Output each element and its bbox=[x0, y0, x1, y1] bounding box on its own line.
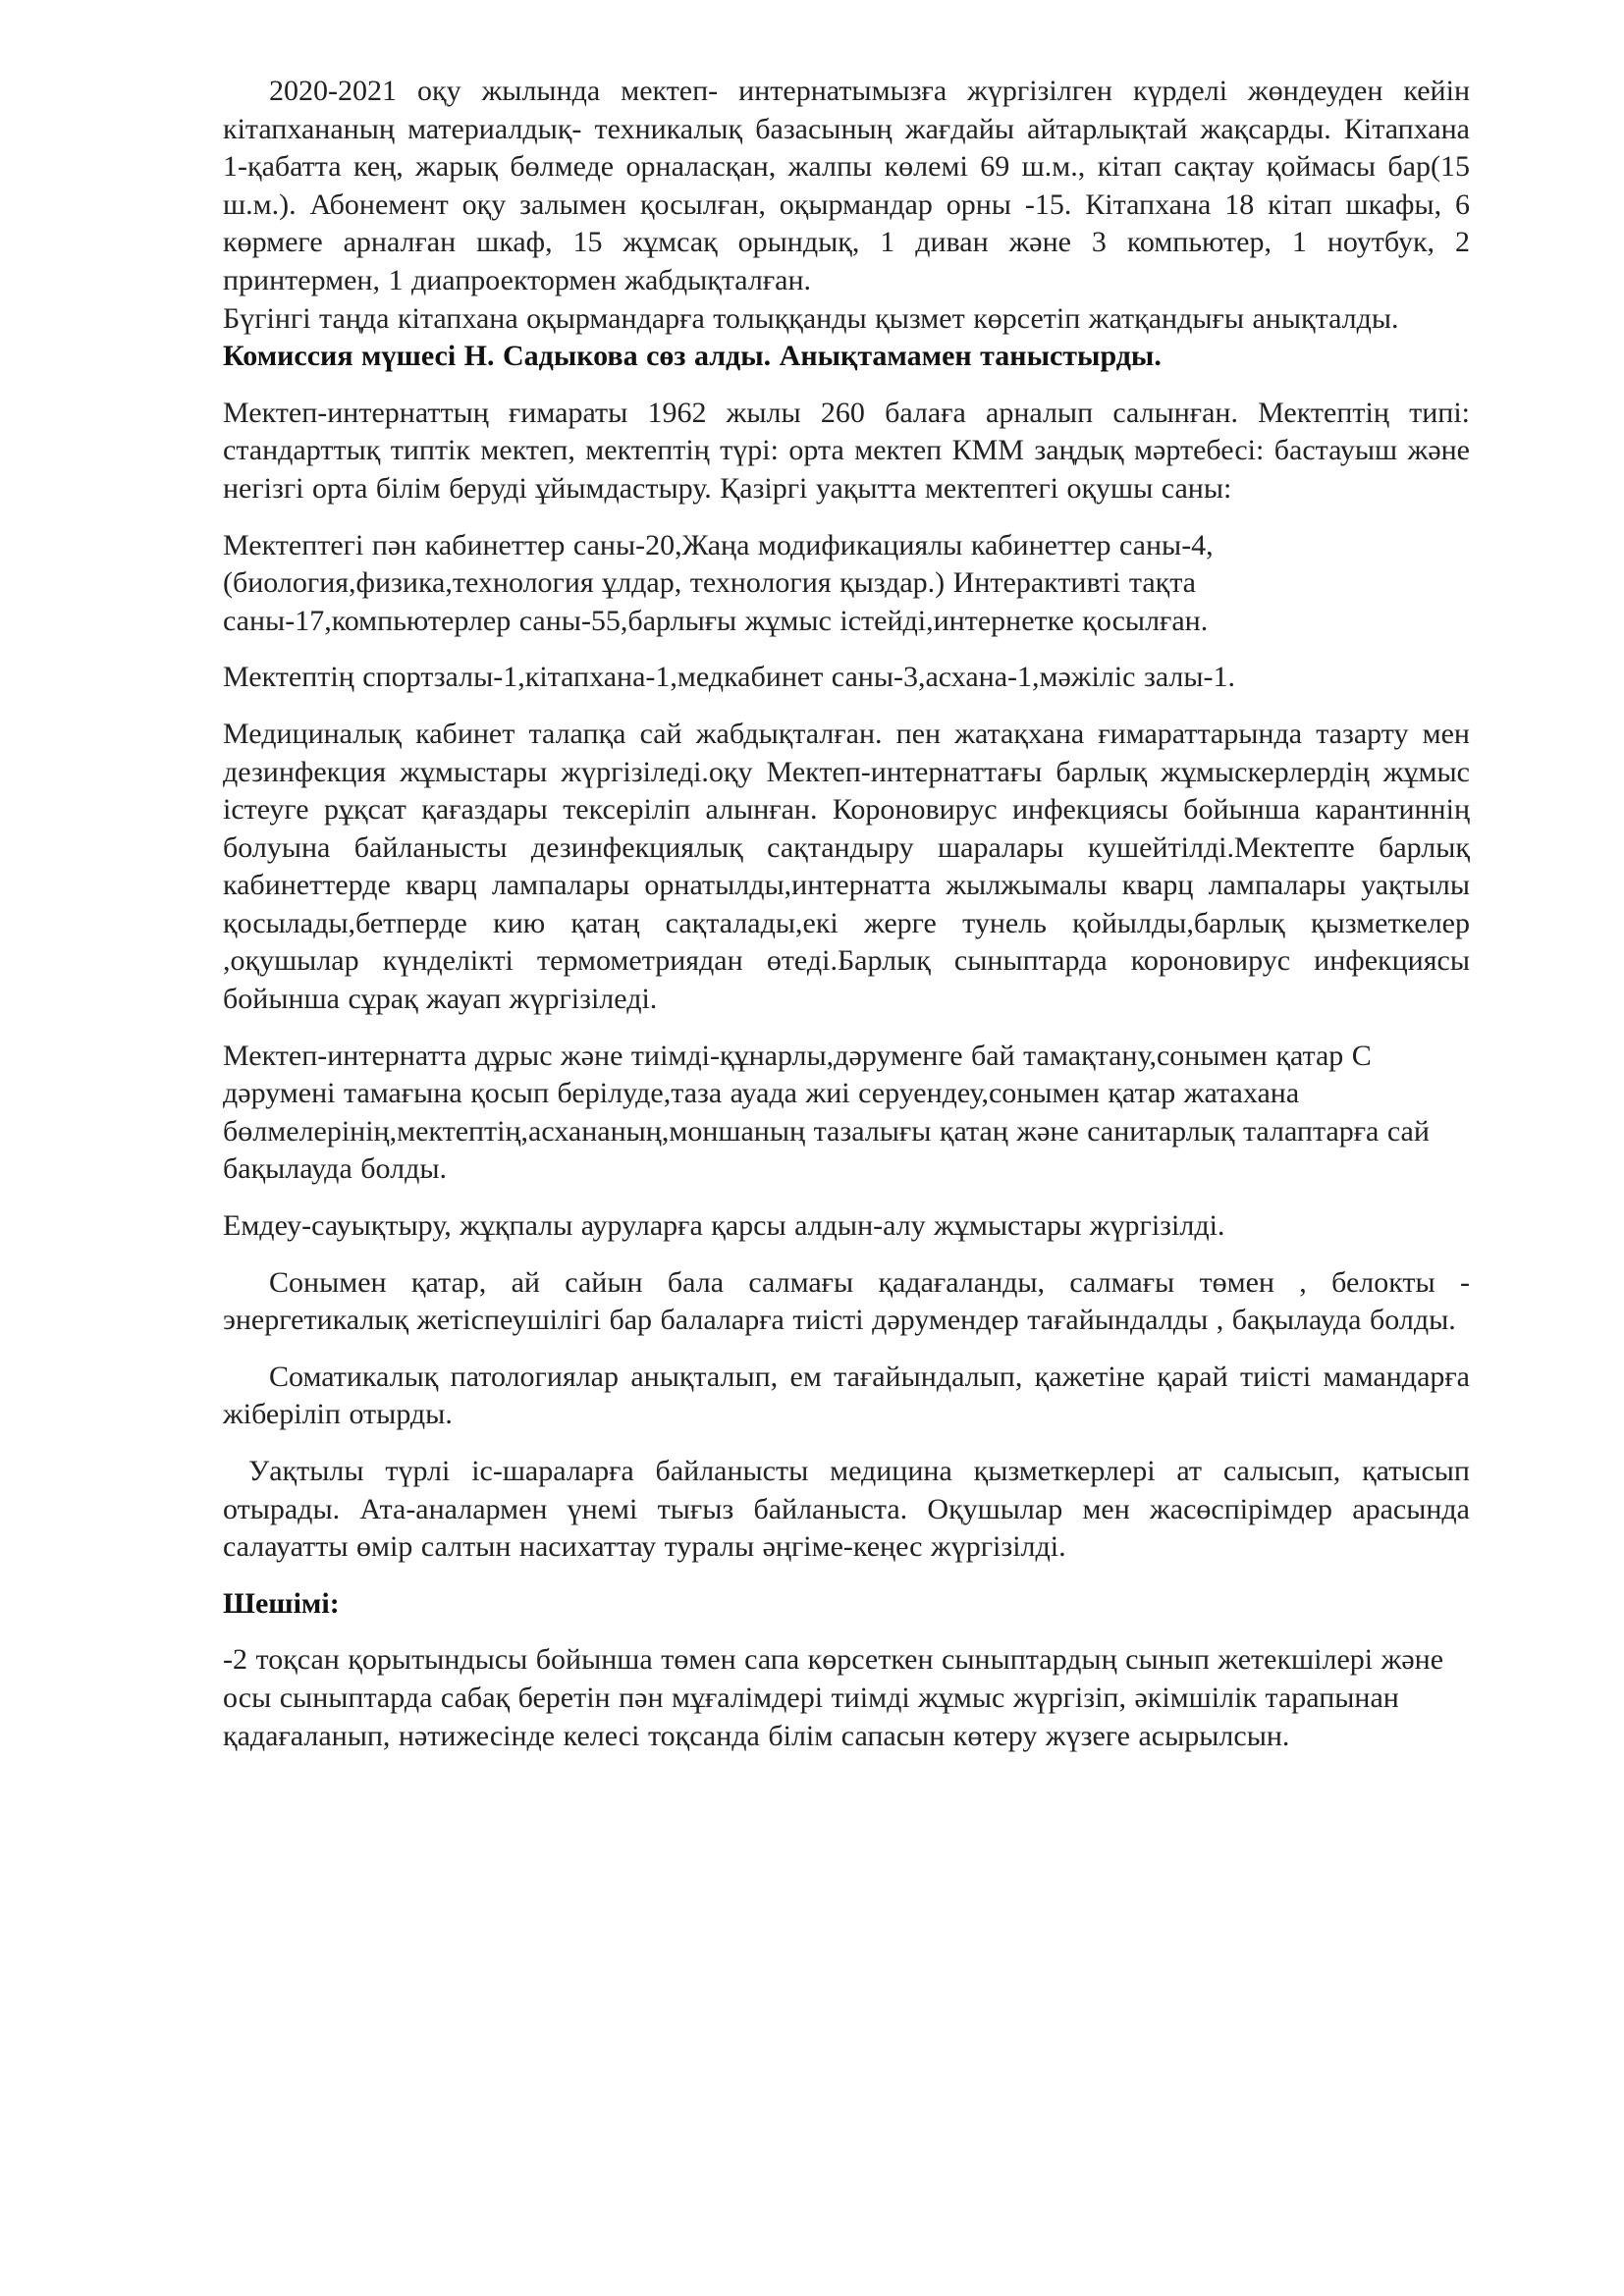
document-body bbox=[223, 73, 1470, 1755]
library-service-paragraph: Бүгінгі таңда кітапхана оқырмандарға толыққанды қызмет көрсетіп жатқандығы анықталды. bbox=[223, 301, 1399, 335]
nutrition-paragraph: Мектеп-интернатта дұрыс және тиімді-құнарлы,дәруменге бай тамақтану,сонымен қатар С дәрумені тамағына қосып берілуде,таза ауада жиі серуендеу,сонымен қатар жатахана бөлмелерінің,мектептің,асхананың,моншаның тазалығы қатаң және санитарлық талаптарға сай бақылауда болды. bbox=[223, 1039, 1430, 1186]
school-building-paragraph: Мектеп-интернаттың ғимараты 1962 жылы 260 балаға арналып салынған. Мектептің типі: стандарттық типтік мектеп, мектептің түрі: орта мектеп КММ заңдық мәртебесі: бастауыш және негізгі орта білім беруді ұйымдастыру. Қазіргі уақытта мектептегі оқушы саны: bbox=[223, 396, 1470, 505]
somatic-pathology-paragraph: Соматикалық патологиялар анықталып, ем тағайындалып, қажетіне қарай тиісті мамандарға жіберіліп отырды. bbox=[223, 1360, 1470, 1431]
decision-heading: Шешімі: bbox=[223, 1586, 340, 1620]
commission-member-heading: Комиссия мүшесі Н. Садыкова сөз алды. Анықтамамен таныстырды. bbox=[223, 340, 1162, 373]
weight-monitoring-paragraph: Сонымен қатар, ай сайын бала салмағы қадағаланды, салмағы төмен , белокты - энергетикалық жетіспеушілігі бар балаларға тиісті дәрумендер тағайындалды , бақылауда болды. bbox=[223, 1265, 1470, 1337]
library-renovation-paragraph: 2020-2021 оқу жылында мектеп- интернатымызға жүргізілген күрделі жөндеуден кейін кітапхананың материалдық- техникалық базасының жағдайы айтарлықтай жақсарды. Кітапхана 1-қабатта кең, жарық бөлмеде орналасқан, жалпы көлемі 69 ш.м., кітап сақтау қоймасы бар(15 ш.м.). Абонемент оқу залымен қосылған, оқырмандар орны -15. Кітапхана 18 кітап шкафы, 6 көрмеге арналған шкаф, 15 жұмсақ орындық, 1 диван және 3 компьютер, 1 ноутбук, 2 принтермен, 1 диапроектормен жабдықталған. bbox=[223, 75, 1470, 296]
classrooms-count-paragraph: Мектептегі пән кабинеттер саны-20,Жаңа модификациялы кабинеттер саны-4,(биология,физика,технология ұлдар, технология қыздар.) Интерактивті тақта саны-17,компьютерлер саны-55,барлығы жұмыс істейді,интернетке қосылған. bbox=[223, 528, 1214, 637]
medical-events-paragraph: Уақтылы түрлі іс-шараларға байланысты медицина қызметкерлері ат салысып, қатысып отырады. Ата-аналармен үнемі тығыз байланыста. Оқушылар мен жасөспірімдер арасында салауатты өмір салтын насихаттау туралы әңгіме-кеңес жүргізілді. bbox=[223, 1455, 1470, 1564]
treatment-prevention-paragraph: Емдеу-сауықтыру, жұқпалы ауруларға қарсы алдын-алу жұмыстары жүргізілді. bbox=[223, 1209, 1225, 1243]
decision-item-paragraph: -2 тоқсан қорытындысы бойынша төмен сапа көрсеткен сыныптардың сынып жетекшілері және осы сыныптарда сабақ беретін пән мұғалімдері тиімді жұмыс жүргізіп, әкімшілік тарапынан қадағаланып, нәтижесінде келесі тоқсанда білім сапасын көтеру жүзеге асырылсын. bbox=[223, 1643, 1444, 1752]
facilities-count-paragraph: Мектептің спортзалы-1,кітапхана-1,медкабинет саны-3,асхана-1,мәжіліс залы-1. bbox=[223, 661, 1236, 694]
medical-sanitation-paragraph: Медициналық кабинет талапқа сай жабдықталған. пен жатақхана ғимараттарында тазарту мен дезинфекция жұмыстары жүргізіледі.оқу Мектеп-интернаттағы барлық жұмыскерлердің жұмыс істеуге рұқсат қағаздары тексеріліп алынған. Короновирус инфекциясы бойынша карантиннің болуына байланысты дезинфекциялық сақтандыру шаралары кушейтілді.Мектепте барлық кабинеттерде кварц лампалары орнатылды,интернатта жылжымалы кварц лампалары уақтылы қосылады,бетперде кию қатаң сақталады,екі жерге тунель қойылды,барлық қызметкелер ,оқушылар күнделікті термометриядан өтеді.Барлық сыныптарда короновирус инфекциясы бойынша сұрақ жауап жүргізіледі. bbox=[223, 717, 1470, 1016]
